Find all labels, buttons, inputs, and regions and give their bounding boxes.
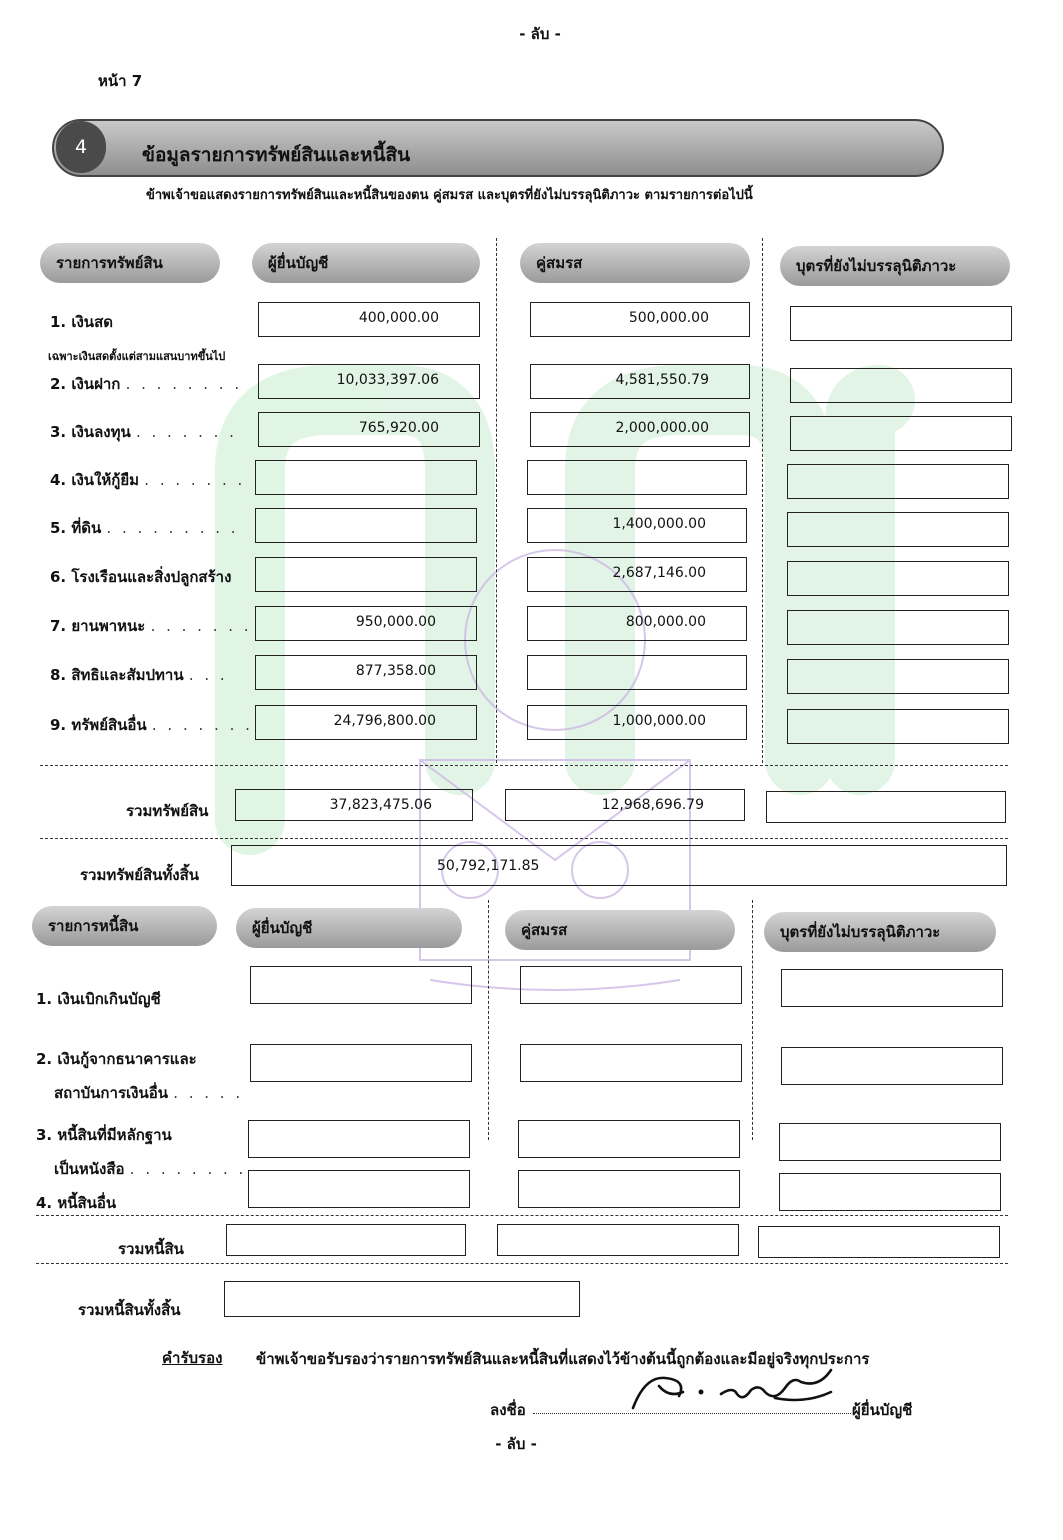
column-separator bbox=[488, 900, 489, 1140]
leader-dots: . . . . . . . . bbox=[129, 1160, 247, 1178]
cash-note: เฉพาะเงินสดตั้งแต่สามแสนบาทขึ้นไป bbox=[48, 350, 226, 363]
asset-label-text: 6. โรงเรือนและสิ่งปลูกสร้าง bbox=[50, 568, 232, 586]
asset-child-value bbox=[787, 610, 1009, 645]
leader-dots: . . . bbox=[188, 666, 228, 684]
asset-child-value bbox=[790, 368, 1012, 403]
asset-row-label bbox=[50, 713, 253, 737]
liability-declarant-value bbox=[250, 1044, 472, 1082]
asset-spouse-value: 4,581,550.79 bbox=[530, 364, 750, 399]
liability-child-value bbox=[779, 1123, 1001, 1161]
separator-line bbox=[36, 1215, 1008, 1216]
assets-col-child: บุตรที่ยังไม่บรรลุนิติภาวะ bbox=[780, 246, 1010, 286]
separator-line bbox=[40, 838, 1008, 839]
asset-row-label bbox=[50, 468, 245, 492]
liability-label-line1: 1. เงินเบิกเกินบัญชี bbox=[36, 990, 161, 1008]
asset-row-label bbox=[50, 420, 237, 444]
leader-dots: . . . . . . . . bbox=[125, 375, 243, 393]
liabilities-total-spouse bbox=[497, 1224, 739, 1256]
asset-row-label bbox=[50, 516, 239, 540]
liability-label-line1: 3. หนี้สินที่มีหลักฐาน bbox=[36, 1126, 172, 1144]
asset-declarant-value bbox=[255, 460, 477, 495]
asset-spouse-value: 1,000,000.00 bbox=[527, 705, 747, 740]
handwritten-signature bbox=[625, 1362, 840, 1414]
liability-declarant-value bbox=[248, 1120, 470, 1158]
liability-label-line1: 4. หนี้สินอื่น bbox=[36, 1194, 117, 1212]
column-separator bbox=[496, 238, 497, 763]
liabilities-grand-total-box bbox=[224, 1281, 580, 1317]
asset-declarant-value bbox=[255, 508, 477, 543]
liability-row-label bbox=[36, 982, 161, 1016]
liability-row-label bbox=[36, 1042, 243, 1110]
asset-row-label bbox=[50, 565, 231, 589]
asset-row-label bbox=[50, 663, 228, 687]
asset-label-text: 4. เงินให้กู้ยืม bbox=[50, 471, 140, 489]
liability-child-value bbox=[781, 1047, 1003, 1085]
asset-child-value bbox=[787, 709, 1009, 744]
liability-label-line2 bbox=[36, 1152, 246, 1186]
liability-declarant-value bbox=[248, 1170, 470, 1208]
assets-total-child bbox=[766, 791, 1006, 823]
asset-row-label bbox=[50, 372, 242, 396]
liability-label-line2 bbox=[36, 1076, 243, 1110]
page-number: หน้า 7 bbox=[98, 72, 143, 90]
section-intro: ข้าพเจ้าขอแสดงรายการทรัพย์สินและหนี้สินของตน คู่สมรส และบุตรที่ยังไม่บรรลุนิติภาวะ ตามรายการต่อไปนี้ bbox=[146, 188, 753, 203]
asset-spouse-value: 1,400,000.00 bbox=[527, 508, 747, 543]
liability-label-line1: 2. เงินกู้จากธนาคารและ bbox=[36, 1050, 197, 1068]
liability-spouse-value bbox=[518, 1120, 740, 1158]
asset-declarant-value: 10,033,397.06 bbox=[258, 364, 480, 399]
liability-child-value bbox=[779, 1173, 1001, 1211]
liabilities-total-child bbox=[758, 1226, 1000, 1258]
signature-suffix: ผู้ยื่นบัญชี bbox=[852, 1401, 913, 1419]
liabilities-total-label: รวมหนี้สิน bbox=[118, 1240, 184, 1258]
asset-row-label bbox=[50, 614, 252, 638]
asset-declarant-value: 24,796,800.00 bbox=[255, 705, 477, 740]
assets-total-label: รวมทรัพย์สิน bbox=[126, 802, 209, 820]
asset-declarant-value: 765,920.00 bbox=[258, 412, 480, 447]
liability-spouse-value bbox=[520, 966, 742, 1004]
certification-text: ข้าพเจ้าขอรับรองว่ารายการทรัพย์สินและหนี้สินที่แสดงไว้ข้างต้นนี้ถูกต้องและมีอยู่จริงทุกประการ bbox=[256, 1350, 870, 1368]
leader-dots: . . . . . . . bbox=[150, 617, 252, 635]
asset-spouse-value bbox=[527, 460, 747, 495]
liabilities-grand-total-label: รวมหนี้สินทั้งสิ้น bbox=[78, 1301, 181, 1319]
assets-total-declarant: 37,823,475.06 bbox=[235, 789, 473, 821]
assets-grand-total-box bbox=[231, 845, 1007, 886]
column-separator bbox=[752, 900, 753, 1140]
asset-row-label bbox=[50, 310, 113, 334]
separator-line bbox=[36, 1263, 1008, 1264]
confidential-header: - ลับ - bbox=[519, 25, 561, 43]
asset-child-value bbox=[790, 416, 1012, 451]
asset-declarant-value: 400,000.00 bbox=[258, 302, 480, 337]
leader-dots: . . . . . . . bbox=[144, 471, 246, 489]
asset-declarant-value bbox=[255, 557, 477, 592]
asset-child-value bbox=[790, 306, 1012, 341]
liability-declarant-value bbox=[250, 966, 472, 1004]
liabilities-col-declarant: ผู้ยื่นบัญชี bbox=[236, 908, 462, 948]
separator-line bbox=[40, 765, 1008, 766]
asset-child-value bbox=[787, 659, 1009, 694]
section-title: ข้อมูลรายการทรัพย์สินและหนี้สิน bbox=[142, 144, 411, 166]
liability-label-line2-text: สถาบันการเงินอื่น bbox=[54, 1084, 168, 1102]
asset-child-value bbox=[787, 512, 1009, 547]
asset-child-value bbox=[787, 561, 1009, 596]
liability-label-line2-text: เป็นหนังสือ bbox=[54, 1160, 125, 1178]
asset-spouse-value: 800,000.00 bbox=[527, 606, 747, 641]
asset-spouse-value: 2,687,146.00 bbox=[527, 557, 747, 592]
liabilities-col-child: บุตรที่ยังไม่บรรลุนิติภาวะ bbox=[764, 912, 996, 952]
asset-label-text: 7. ยานพาหนะ bbox=[50, 617, 146, 635]
assets-header: รายการทรัพย์สิน bbox=[40, 243, 220, 283]
leader-dots: . . . . . . . bbox=[151, 716, 253, 734]
asset-label-text: 5. ที่ดิน bbox=[50, 519, 102, 537]
asset-spouse-value: 500,000.00 bbox=[530, 302, 750, 337]
liabilities-col-spouse: คู่สมรส bbox=[505, 910, 735, 950]
section-number: 4 bbox=[56, 121, 106, 173]
asset-spouse-value: 2,000,000.00 bbox=[530, 412, 750, 447]
asset-label-text: 1. เงินสด bbox=[50, 313, 113, 331]
certification-title: คำรับรอง bbox=[162, 1349, 223, 1367]
assets-grand-total-label: รวมทรัพย์สินทั้งสิ้น bbox=[80, 866, 200, 884]
assets-col-declarant: ผู้ยื่นบัญชี bbox=[252, 243, 480, 283]
asset-declarant-value: 877,358.00 bbox=[255, 655, 477, 690]
asset-child-value bbox=[787, 464, 1009, 499]
asset-label-text: 9. ทรัพย์สินอื่น bbox=[50, 716, 147, 734]
liability-spouse-value bbox=[520, 1044, 742, 1082]
leader-dots: . . . . . . . bbox=[135, 423, 237, 441]
assets-grand-total-value: 50,792,171.85 bbox=[437, 858, 540, 874]
liability-child-value bbox=[781, 969, 1003, 1007]
asset-label-text: 2. เงินฝาก bbox=[50, 375, 121, 393]
asset-label-text: 3. เงินลงทุน bbox=[50, 423, 131, 441]
asset-label-text: 8. สิทธิและสัมปทาน bbox=[50, 666, 184, 684]
liability-row-label bbox=[36, 1118, 246, 1186]
assets-col-spouse: คู่สมรส bbox=[520, 243, 750, 283]
confidential-footer: - ลับ - bbox=[495, 1435, 537, 1453]
signature-prefix: ลงชื่อ bbox=[490, 1401, 526, 1419]
asset-spouse-value bbox=[527, 655, 747, 690]
leader-dots: . . . . . . . . . bbox=[106, 519, 239, 537]
liabilities-total-declarant bbox=[226, 1224, 466, 1256]
column-separator bbox=[762, 238, 763, 763]
asset-declarant-value: 950,000.00 bbox=[255, 606, 477, 641]
liability-spouse-value bbox=[518, 1170, 740, 1208]
leader-dots: . . . . . bbox=[173, 1084, 244, 1102]
assets-total-spouse: 12,968,696.79 bbox=[505, 789, 745, 821]
liabilities-header: รายการหนี้สิน bbox=[32, 906, 217, 946]
